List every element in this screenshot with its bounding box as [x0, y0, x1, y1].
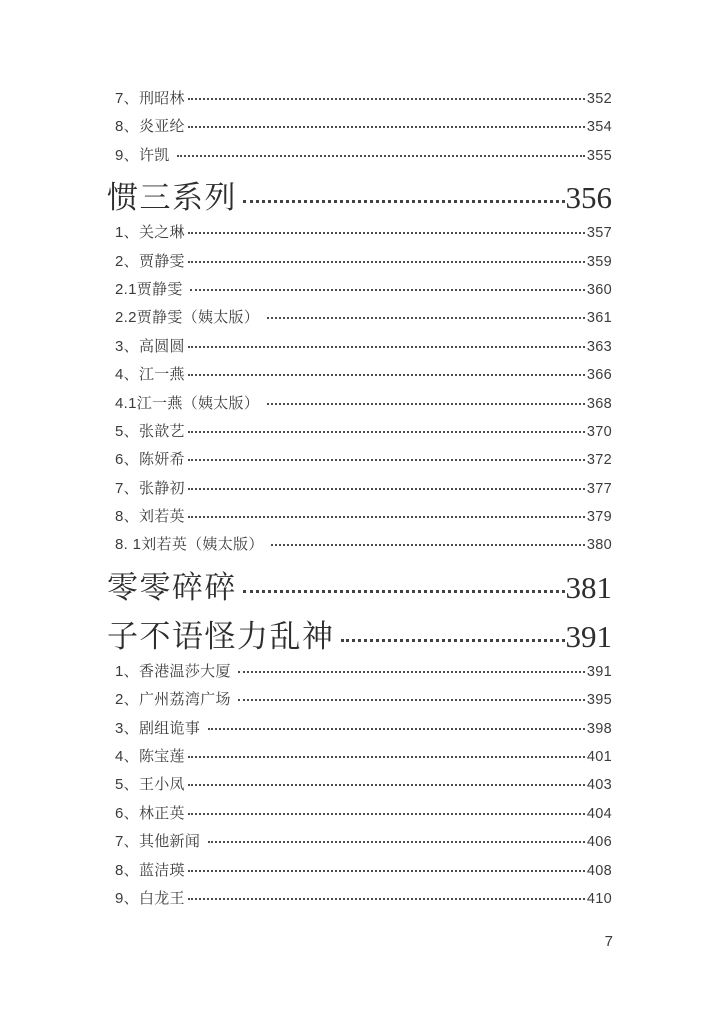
entry-page: 398	[586, 720, 612, 737]
entry-page: 377	[586, 480, 612, 497]
toc-entry[interactable]	[115, 830, 612, 858]
entry-label: 6、陈妍希	[115, 451, 185, 469]
dot-leader	[177, 155, 585, 157]
entry-label: 4.1江一燕（姨太版）	[115, 394, 264, 412]
entry-page: 357	[586, 225, 612, 242]
toc-entry[interactable]	[115, 363, 612, 391]
entry-page: 354	[586, 119, 612, 136]
toc-entry[interactable]	[115, 115, 612, 143]
entry-label: 2.1贾静雯	[115, 280, 188, 298]
entry-page: 360	[586, 281, 612, 298]
dot-leader	[188, 756, 585, 758]
dot-leader	[188, 346, 585, 348]
entry-label: 8、刘若英	[115, 508, 185, 526]
entry-label: 3、剧组诡事	[115, 719, 205, 737]
entry-label: 4、江一燕	[115, 366, 185, 384]
toc-entry[interactable]	[115, 448, 612, 476]
toc-entry[interactable]	[115, 773, 612, 801]
toc-entry[interactable]	[115, 420, 612, 448]
entry-label: 8. 1刘若英（姨太版）	[115, 536, 269, 554]
entry-page: 366	[586, 367, 612, 384]
heading-page: 391	[565, 618, 612, 654]
dot-leader	[188, 813, 585, 815]
entry-page: 368	[586, 395, 612, 412]
toc-entry[interactable]	[115, 660, 612, 688]
dot-leader	[271, 544, 585, 546]
toc-entry[interactable]	[115, 278, 612, 306]
dot-leader	[188, 232, 585, 234]
entry-label: 2.2贾静雯（姨太版）	[115, 309, 264, 327]
toc-entry[interactable]	[115, 87, 612, 115]
toc-entry[interactable]	[115, 306, 612, 334]
toc-entry[interactable]	[115, 859, 612, 887]
dot-leader	[267, 317, 585, 319]
entry-page: 363	[586, 338, 612, 355]
dot-leader	[238, 671, 585, 673]
heading-label: 子不语怪力乱神	[107, 618, 335, 654]
dot-leader	[188, 261, 585, 263]
entry-page: 391	[586, 663, 612, 680]
dot-leader	[188, 898, 585, 900]
dot-leader	[188, 431, 585, 433]
dot-leader	[188, 98, 585, 100]
entry-label: 5、王小凤	[115, 776, 185, 794]
entry-page: 352	[586, 91, 612, 107]
toc-entry[interactable]	[115, 477, 612, 505]
toc-entry[interactable]	[115, 802, 612, 830]
entry-page: 379	[586, 509, 612, 526]
entry-page: 355	[586, 147, 612, 164]
toc-entry[interactable]	[115, 392, 612, 420]
entry-page: 395	[586, 692, 612, 709]
entry-label: 9、许凯	[115, 146, 175, 164]
dot-leader	[188, 374, 585, 376]
entry-page: 370	[586, 423, 612, 440]
dot-leader	[208, 728, 585, 730]
page-number: 7	[604, 933, 613, 950]
dot-leader	[188, 870, 585, 872]
toc-entry[interactable]	[115, 533, 612, 561]
entry-label: 3、高圆圆	[115, 337, 185, 355]
entry-label: 2、广州荔湾广场	[115, 691, 236, 709]
entry-page: 410	[586, 890, 612, 907]
heading-label: 零零碎碎	[107, 569, 237, 605]
dot-leader	[341, 639, 565, 642]
dot-leader	[188, 126, 585, 128]
toc-section-heading[interactable]	[107, 611, 612, 660]
entry-page: 404	[586, 805, 612, 822]
entry-page: 406	[586, 834, 612, 851]
toc-entry[interactable]	[115, 505, 612, 533]
dot-leader	[238, 699, 585, 701]
toc-entry[interactable]	[115, 144, 612, 172]
entry-label: 7、刑昭林	[115, 90, 185, 107]
toc-entry[interactable]	[115, 335, 612, 363]
entry-page: 403	[586, 777, 612, 794]
entry-page: 372	[586, 452, 612, 469]
entry-page: 359	[586, 253, 612, 270]
toc-entry[interactable]	[115, 221, 612, 249]
entry-page: 401	[586, 749, 612, 766]
heading-page: 356	[565, 180, 612, 216]
dot-leader	[188, 516, 585, 518]
entry-page: 408	[586, 862, 612, 879]
dot-leader	[208, 841, 585, 843]
toc-entry[interactable]	[115, 688, 612, 716]
toc-section-heading[interactable]	[107, 562, 612, 611]
entry-label: 1、关之琳	[115, 224, 185, 242]
dot-leader	[243, 590, 565, 593]
dot-leader	[188, 784, 585, 786]
entry-label: 8、炎亚纶	[115, 118, 185, 136]
toc-entry[interactable]	[115, 887, 612, 915]
toc-entry[interactable]	[115, 717, 612, 745]
dot-leader	[188, 459, 585, 461]
entry-label: 6、林正英	[115, 804, 185, 822]
heading-label: 惯三系列	[107, 180, 237, 216]
entry-page: 361	[586, 310, 612, 327]
entry-label: 1、香港温莎大厦	[115, 662, 236, 680]
entry-label: 5、张歆艺	[115, 422, 185, 440]
heading-page: 381	[565, 569, 612, 605]
entry-label: 4、陈宝莲	[115, 748, 185, 766]
entry-label: 8、蓝洁瑛	[115, 861, 185, 879]
dot-leader	[190, 289, 585, 291]
dot-leader	[267, 403, 585, 405]
toc-entry[interactable]	[115, 250, 612, 278]
toc-section-heading[interactable]	[107, 172, 612, 221]
entry-label: 7、其他新闻	[115, 833, 205, 851]
toc-entry[interactable]	[115, 745, 612, 773]
entry-label: 2、贾静雯	[115, 252, 185, 270]
entry-page: 380	[586, 537, 612, 554]
entry-label: 7、张静初	[115, 479, 185, 497]
dot-leader	[188, 488, 585, 490]
entry-label: 9、白龙王	[115, 889, 185, 907]
dot-leader	[243, 200, 565, 203]
